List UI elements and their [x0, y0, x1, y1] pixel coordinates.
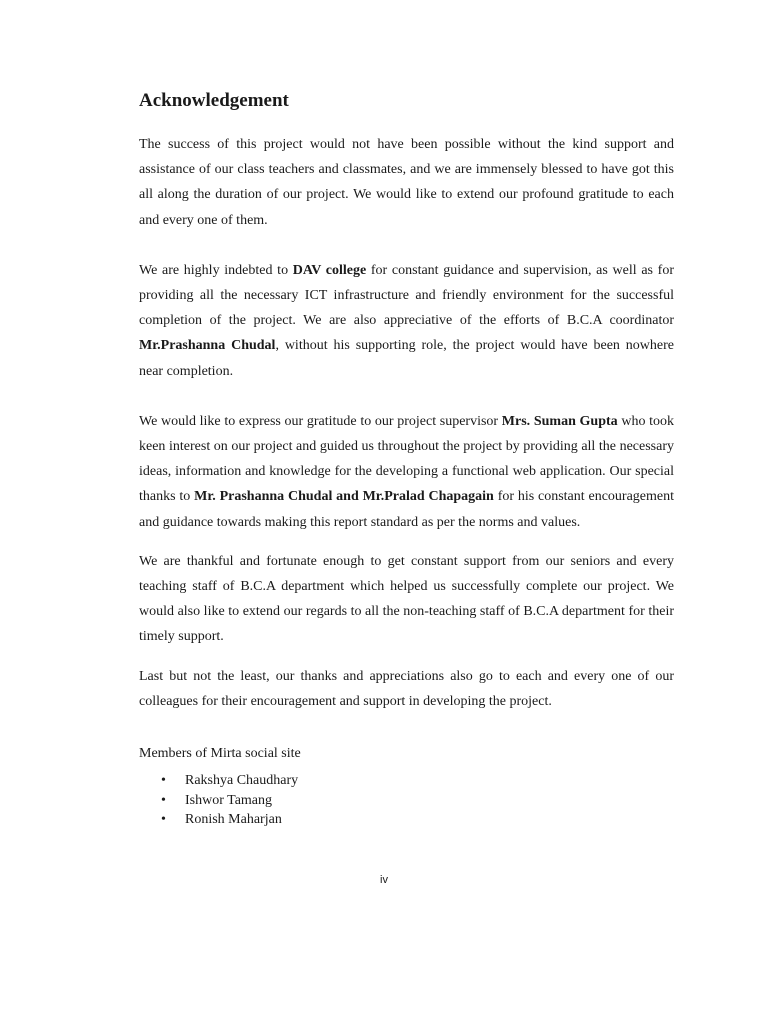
member-name: Rakshya Chaudhary: [185, 773, 299, 789]
paragraph-intro: The success of this project would not have been possible without the kind support and assistance of our class teachers and classmates, and we are immensely blessed to have got this all along the duration of our project. We would like to extend our profound gratitude to each and every one of them.: [139, 137, 674, 228]
bullet-icon: •: [161, 773, 166, 789]
bullet-icon: •: [161, 792, 166, 808]
text-span: for constant guidance and supervision, as well as for providing all the necessary ICT infrastructure and friendly environment for the successful completion of the project. We are also appreciative of the efforts of B.C.A coordinator: [139, 262, 675, 329]
text-span: We would like to express our gratitude to our project supervisor: [139, 413, 502, 429]
member-name: Ronish Maharjan: [185, 812, 282, 828]
bold-thanks-names: Mr. Prashanna Chudal and Mr.Pralad Chapagain: [194, 489, 494, 505]
paragraph-colleagues: Last but not the least, our thanks and appreciations also go to each and every one of our colleagues for their encouragement and support in developing the project.: [139, 668, 674, 709]
page-number: iv: [380, 874, 388, 886]
members-heading: Members of Mirta social site: [139, 746, 301, 762]
text-span: for his constant encouragement and guidance towards making this report standard as per the norms and values.: [139, 489, 675, 530]
list-item: [161, 771, 674, 791]
document-body: [139, 88, 674, 830]
members-list: [139, 771, 674, 830]
text-span: , without his supporting role, the project would have been nowhere near completion.: [139, 338, 674, 379]
list-item: [161, 810, 674, 830]
bullet-icon: •: [161, 812, 166, 828]
bold-coordinator-name: Mr.Prashanna Chudal: [139, 338, 276, 354]
bold-college-name: DAV college: [292, 262, 367, 278]
list-item: [161, 791, 674, 811]
paragraph-supervisor: [139, 409, 674, 535]
paragraph-department: We are thankful and fortunate enough to get constant support from our seniors and every teaching staff of B.C.A department which helped us successfully complete our project. We would also like to extend our regards to all the non-teaching staff of B.C.A department for their timely support.: [139, 553, 674, 645]
text-span: who took keen interest on our project and guided us throughout the project by providing all the necessary ideas, information and knowledge for the developing a functional web application. Our special thanks to: [139, 413, 675, 505]
text-span: We are highly indebted to: [139, 262, 293, 278]
member-name: Ishwor Tamang: [185, 792, 273, 808]
paragraph-college: [139, 258, 674, 384]
bold-supervisor-name: Mrs. Suman Gupta: [501, 413, 618, 429]
page-title: Acknowledgement: [139, 90, 289, 111]
